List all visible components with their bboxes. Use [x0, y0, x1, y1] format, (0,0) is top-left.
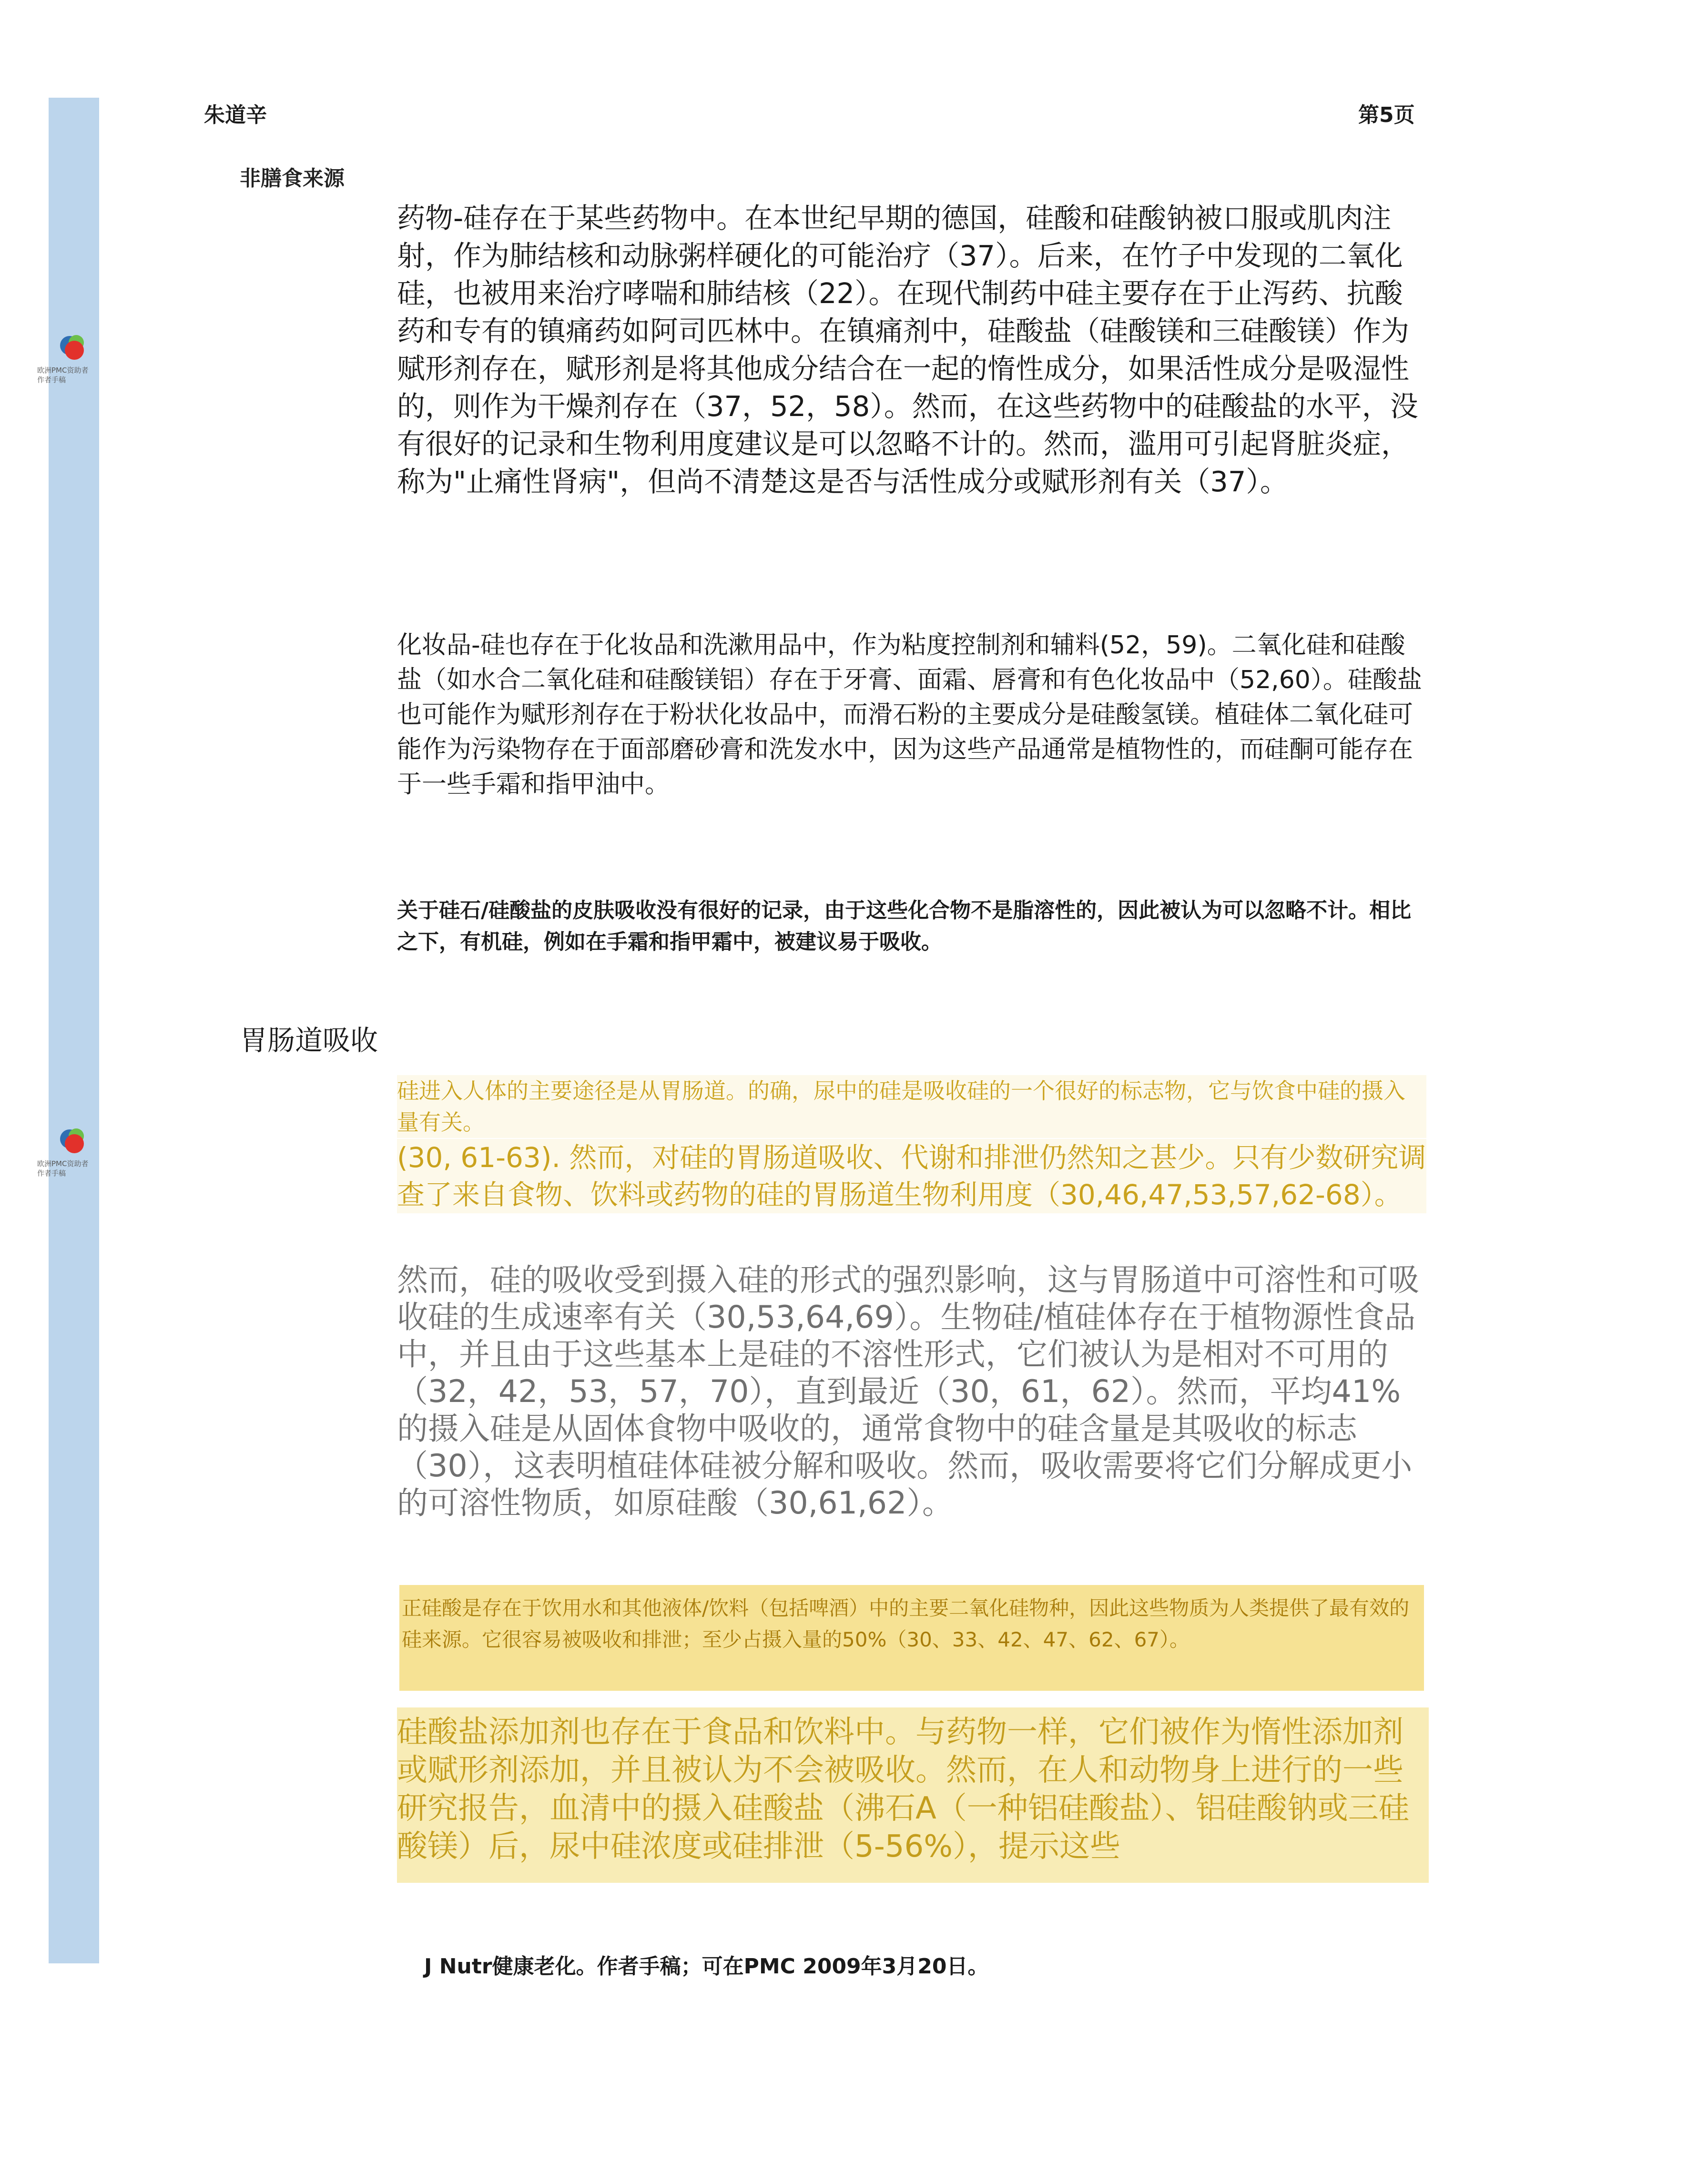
pmc-funder-badge [37, 331, 94, 385]
pmc-logo-icon [56, 1125, 90, 1158]
section-heading-non-dietary: 非膳食来源 [240, 166, 345, 191]
paragraph-gi-references: (30, 61-63). 然而，对硅的胃肠道吸收、代谢和排泄仍然知之甚少。只有少数研究调查了来自食物、饮料或药物的硅的胃肠道生物利用度（30,46,47,53,57,62-68）。 [397, 1139, 1426, 1213]
pmc-logo-icon [56, 331, 90, 365]
paragraph-absorption-forms: 然而，硅的吸收受到摄入硅的形式的强烈影响，这与胃肠道中可溶性和可吸收硅的生成速率有关（30,53,64,69）。生物硅/植硅体存在于植物源性食品中，并且由于这些基本上是硅的不溶性形式，它们被认为是相对不可用的（32，42，53，57，70），直到最近（30，61，62）。然而，平均41%的摄入硅是从固体食物中吸收的，通常食物中的硅含量是其吸收的标志（30），这表明植硅体硅被分解和吸收。然而，吸收需要将它们分解成更小的可溶性物质，如原硅酸（30,61,62）。 [397, 1262, 1420, 1521]
footer-citation: J Nutr健康老化。作者手稿；可在PMC 2009年3月20日。 [424, 1954, 989, 1979]
pmc-badge-label: 欧洲PMC资助者作者手稿 [37, 1159, 89, 1178]
paragraph-drugs: 药物-硅存在于某些药物中。在本世纪早期的德国，硅酸和硅酸钠被口服或肌肉注射，作为肺结核和动脉粥样硬化的可能治疗（37）。后来，在竹子中发现的二氧化硅，也被用来治疗哮喘和肺结核（22）。在现代制药中硅主要存在于止泻药、抗酸药和专有的镇痛药如阿司匹林中。在镇痛剂中，硅酸盐（硅酸镁和三硅酸镁）作为赋形剂存在，赋形剂是将其他成分结合在一起的惰性成分，如果活性成分是吸湿性的，则作为干燥剂存在（37，52，58）。然而，在这些药物中的硅酸盐的水平，没有很好的记录和生物利用度建议是可以忽略不计的。然而，滥用可引起肾脏炎症，称为"止痛性肾病"，但尚不清楚这是否与活性成分或赋形剂有关（37）。 [397, 202, 1418, 498]
paragraph-orthosilicic-acid: 正硅酸是存在于饮用水和其他液体/饮料（包括啤酒）中的主要二氧化硅物种，因此这些物质为人类提供了最有效的硅来源。它很容易被吸收和排泄；至少占摄入量的50%（30、33、42、47、62、67）。 [402, 1596, 1410, 1651]
paragraph-gi-intro: 硅进入人体的主要途径是从胃肠道。的确，尿中的硅是吸收硅的一个很好的标志物，它与饮食中硅的摄入量有关。 [397, 1075, 1426, 1138]
paragraph-silicate-additives: 硅酸盐添加剂也存在于食品和饮料中。与药物一样，它们被作为惰性添加剂或赋形剂添加，并且被认为不会被吸收。然而，在人和动物身上进行的一些研究报告，血清中的摄入硅酸盐（沸石A（一种铝硅酸盐）、铝硅酸钠或三硅酸镁）后，尿中硅浓度或硅排泄（5-56%），提示这些 [397, 1715, 1409, 1864]
header-page-number: 第5页 [1358, 103, 1415, 127]
pmc-badge-label: 欧洲PMC资助者作者手稿 [37, 366, 89, 384]
section-heading-gi-absorption: 胃肠道吸收 [240, 1024, 378, 1056]
header-author: 朱道辛 [204, 103, 267, 127]
paragraph-cosmetics: 化妆品-硅也存在于化妆品和洗漱用品中，作为粘度控制剂和辅料(52，59)。二氧化硅和硅酸盐（如水合二氧化硅和硅酸镁铝）存在于牙膏、面霜、唇膏和有色化妆品中（52,60）。硅酸盐也可能作为赋形剂存在于粉状化妆品中，而滑石粉的主要成分是硅酸氢镁。植硅体二氧化硅可能作为污染物存在于面部磨砂膏和洗发水中，因为这些产品通常是植物性的，而硅酮可能存在于一些手霜和指甲油中。 [397, 631, 1422, 799]
pmc-funder-badge [37, 1125, 94, 1178]
paragraph-skin-absorption: 关于硅石/硅酸盐的皮肤吸收没有很好的记录，由于这些化合物不是脂溶性的，因此被认为可以忽略不计。相比之下，有机硅，例如在手霜和指甲霜中，被建议易于吸收。 [397, 898, 1412, 954]
